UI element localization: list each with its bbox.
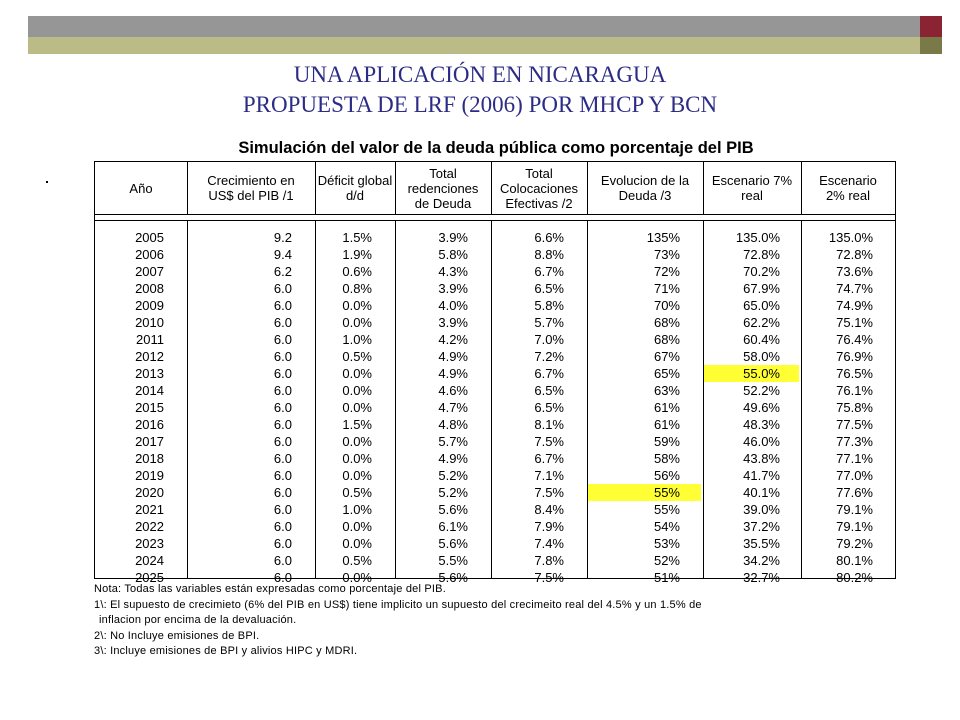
slide-title-line-2: PROPUESTA DE LRF (2006) POR MHCP Y BCN <box>242 92 718 117</box>
value-cell: 0.0% <box>342 315 372 330</box>
year-cell: 2012 <box>135 349 164 364</box>
value-cell: 5.6% <box>438 502 468 517</box>
value-cell: 6.0 <box>273 383 292 398</box>
value-cell: 7.8% <box>534 553 564 568</box>
value-cell: 75.8% <box>836 400 873 415</box>
value-cell: 0.0% <box>342 451 372 466</box>
value-cell: 67.9% <box>743 281 780 296</box>
value-cell: 6.0 <box>273 366 292 381</box>
column-header-line: Efectivas /2 <box>505 195 573 211</box>
year-cell: 2021 <box>135 502 164 517</box>
value-cell: 76.5% <box>836 366 873 381</box>
value-cell: 68% <box>653 332 680 347</box>
value-cell: 43.8% <box>743 451 780 466</box>
value-cell: 59% <box>653 434 680 449</box>
value-cell: 77.1% <box>836 451 873 466</box>
value-cell: 34.2% <box>743 553 780 568</box>
value-cell: 72% <box>653 264 680 279</box>
column-header <box>395 162 491 214</box>
top-bar-green-square <box>920 37 942 54</box>
column-header-line: de Deuda <box>414 195 472 211</box>
value-cell: 4.6% <box>438 383 468 398</box>
value-cell: 52.2% <box>743 383 780 398</box>
value-cell: 8.1% <box>534 417 564 432</box>
value-cell: 58.0% <box>743 349 780 364</box>
value-cell: 80.1% <box>836 553 873 568</box>
value-cell: 35.5% <box>743 536 780 551</box>
value-cell: 55% <box>653 485 680 500</box>
top-bar-olive <box>28 37 920 54</box>
value-cell: 58% <box>653 451 680 466</box>
value-cell: 6.6% <box>534 230 564 245</box>
table-title: Simulación del valor de la deuda pública como porcentaje del PIB <box>238 139 754 157</box>
value-cell: 76.4% <box>836 332 873 347</box>
stray-dot <box>46 181 48 183</box>
column-header-line: real <box>741 188 763 203</box>
column-header-line: Escenario 7% <box>711 173 793 188</box>
year-cell: 2023 <box>135 536 164 551</box>
value-cell: 4.8% <box>438 417 468 432</box>
value-cell: 6.0 <box>273 332 292 347</box>
value-cell: 1.0% <box>342 502 372 517</box>
note-line: inflacion por encima de la devaluación. <box>99 614 297 626</box>
value-cell: 4.3% <box>438 264 468 279</box>
value-cell: 135.0% <box>735 230 780 245</box>
year-cell: 2018 <box>135 451 164 466</box>
value-cell: 9.4 <box>273 247 292 262</box>
value-cell: 1.0% <box>342 332 372 347</box>
value-cell: 5.8% <box>534 298 564 313</box>
value-cell: 6.0 <box>273 417 292 432</box>
value-cell: 79.1% <box>836 519 873 534</box>
value-cell: 6.7% <box>534 366 564 381</box>
year-cell: 2019 <box>135 468 164 483</box>
slide-title-line-1: UNA APLICACIÓN EN NICARAGUA <box>293 62 667 87</box>
value-cell: 77.6% <box>836 485 873 500</box>
top-bar-red-square <box>920 16 942 37</box>
value-cell: 0.5% <box>342 349 372 364</box>
value-cell: 5.6% <box>438 536 468 551</box>
value-cell: 63% <box>653 383 680 398</box>
value-cell: 55.0% <box>743 366 780 381</box>
column-header <box>315 162 395 214</box>
column-header-line: redenciones <box>407 180 479 196</box>
value-cell: 135% <box>646 230 680 245</box>
value-cell: 73% <box>653 247 680 262</box>
value-cell: 4.7% <box>438 400 468 415</box>
column-header-line: Crecimiento en <box>207 173 295 188</box>
value-cell: 80.2% <box>836 570 873 585</box>
note-line: 3\: Incluye emisiones de BPI y alivios HIPC y MDRI. <box>94 645 358 657</box>
year-cell: 2011 <box>136 332 164 347</box>
value-cell: 54% <box>653 519 680 534</box>
value-cell: 74.9% <box>836 298 873 313</box>
value-cell: 0.0% <box>342 400 372 415</box>
value-cell: 6.0 <box>273 536 292 551</box>
value-cell: 5.2% <box>438 468 468 483</box>
column-header <box>587 162 703 214</box>
decorative-top-bar <box>28 16 942 54</box>
column-header-line: d/d <box>345 188 365 203</box>
column-header <box>95 162 187 214</box>
header-divider-1 <box>95 214 895 215</box>
column-header <box>187 162 315 214</box>
year-cell: 2025 <box>135 570 164 585</box>
value-cell: 6.0 <box>273 298 292 313</box>
value-cell: 5.5% <box>438 553 468 568</box>
column-header-line: Total <box>429 165 457 181</box>
year-cell: 2015 <box>135 400 164 415</box>
header-divider-2 <box>95 220 895 221</box>
year-cell: 2022 <box>135 519 164 534</box>
year-cell: 2016 <box>135 417 164 432</box>
value-cell: 7.1% <box>534 468 564 483</box>
column-header-line: Deuda /3 <box>618 188 672 203</box>
year-cell: 2009 <box>135 298 164 313</box>
value-cell: 62.2% <box>743 315 780 330</box>
value-cell: 48.3% <box>743 417 780 432</box>
value-cell: 0.6% <box>342 264 372 279</box>
value-cell: 68% <box>653 315 680 330</box>
value-cell: 70% <box>653 298 680 313</box>
value-cell: 4.9% <box>438 349 468 364</box>
value-cell: 6.0 <box>273 468 292 483</box>
value-cell: 0.5% <box>342 553 372 568</box>
year-cell: 2005 <box>135 230 164 245</box>
value-cell: 0.0% <box>342 536 372 551</box>
value-cell: 49.6% <box>743 400 780 415</box>
value-cell: 79.1% <box>836 502 873 517</box>
table-notes <box>94 582 894 660</box>
value-cell: 55% <box>653 502 680 517</box>
value-cell: 6.7% <box>534 264 564 279</box>
value-cell: 6.7% <box>534 451 564 466</box>
value-cell: 3.9% <box>438 281 468 296</box>
value-cell: 60.4% <box>743 332 780 347</box>
value-cell: 4.0% <box>438 298 468 313</box>
value-cell: 4.9% <box>438 451 468 466</box>
value-cell: 7.5% <box>534 570 564 585</box>
value-cell: 65% <box>653 366 680 381</box>
value-cell: 7.5% <box>534 434 564 449</box>
value-cell: 1.5% <box>342 230 372 245</box>
column-header-line: US$ del PIB /1 <box>208 188 294 203</box>
year-cell: 2014 <box>135 383 164 398</box>
value-cell: 6.0 <box>273 485 292 500</box>
value-cell: 5.8% <box>438 247 468 262</box>
value-cell: 67% <box>653 349 680 364</box>
value-cell: 6.0 <box>273 553 292 568</box>
value-cell: 77.5% <box>836 417 873 432</box>
column-header-line: Año <box>129 180 153 196</box>
value-cell: 7.9% <box>534 519 564 534</box>
year-cell: 2013 <box>135 366 164 381</box>
value-cell: 6.2 <box>273 264 292 279</box>
value-cell: 7.4% <box>534 536 564 551</box>
value-cell: 1.5% <box>342 417 372 432</box>
value-cell: 32.7% <box>743 570 780 585</box>
value-cell: 3.9% <box>438 315 468 330</box>
value-cell: 6.1% <box>438 519 468 534</box>
value-cell: 5.2% <box>438 485 468 500</box>
value-cell: 5.6% <box>438 570 468 585</box>
value-cell: 135.0% <box>828 230 873 245</box>
column-header-line: Escenario <box>819 173 877 188</box>
value-cell: 52% <box>653 553 680 568</box>
value-cell: 6.0 <box>273 434 292 449</box>
value-cell: 3.9% <box>438 230 468 245</box>
value-cell: 70.2% <box>743 264 780 279</box>
value-cell: 77.3% <box>836 434 873 449</box>
value-cell: 53% <box>653 536 680 551</box>
note-line: Nota: Todas las variables están expresadas como porcentaje del PIB. <box>94 583 446 595</box>
value-cell: 56% <box>653 468 680 483</box>
column-header-line: Evolucion de la <box>600 173 690 188</box>
value-cell: 6.5% <box>534 383 564 398</box>
value-cell: 0.0% <box>342 519 372 534</box>
column-header <box>491 162 587 214</box>
note-line: 1\: El supuesto de crecimieto (6% del PIB en US$) tiene implicito un supuesto del crecimeito real del 4.5% y un 1.5% de <box>94 598 702 611</box>
top-bar-grey <box>28 16 920 37</box>
year-cell: 2020 <box>135 485 164 500</box>
value-cell: 9.2 <box>273 230 292 245</box>
value-cell: 6.0 <box>273 502 292 517</box>
value-cell: 0.0% <box>342 298 372 313</box>
value-cell: 4.2% <box>438 332 468 347</box>
value-cell: 0.8% <box>342 281 372 296</box>
value-cell: 5.7% <box>438 434 468 449</box>
value-cell: 37.2% <box>743 519 780 534</box>
value-cell: 7.2% <box>534 349 564 364</box>
value-cell: 0.0% <box>342 570 372 585</box>
value-cell: 71% <box>653 281 680 296</box>
value-cell: 6.0 <box>273 519 292 534</box>
value-cell: 1.9% <box>342 247 372 262</box>
value-cell: 76.1% <box>836 383 873 398</box>
value-cell: 0.5% <box>342 485 372 500</box>
value-cell: 40.1% <box>743 485 780 500</box>
column-header-line: Colocaciones <box>499 180 579 196</box>
value-cell: 6.0 <box>273 349 292 364</box>
value-cell: 79.2% <box>836 536 873 551</box>
column-header-line: Total <box>525 165 553 181</box>
value-cell: 8.8% <box>534 247 564 262</box>
value-cell: 6.0 <box>273 281 292 296</box>
value-cell: 39.0% <box>743 502 780 517</box>
value-cell: 5.7% <box>534 315 564 330</box>
note-line: 2\: No Incluye emisiones de BPI. <box>94 629 260 642</box>
value-cell: 6.0 <box>273 451 292 466</box>
value-cell: 6.0 <box>273 400 292 415</box>
value-cell: 8.4% <box>534 502 564 517</box>
value-cell: 6.5% <box>534 281 564 296</box>
value-cell: 6.5% <box>534 400 564 415</box>
value-cell: 77.0% <box>836 468 873 483</box>
year-cell: 2006 <box>135 247 164 262</box>
value-cell: 72.8% <box>743 247 780 262</box>
value-cell: 6.0 <box>273 315 292 330</box>
year-cell: 2017 <box>135 434 164 449</box>
column-header <box>801 162 895 214</box>
value-cell: 0.0% <box>342 468 372 483</box>
year-cell: 2024 <box>135 553 164 568</box>
value-cell: 61% <box>653 417 680 432</box>
debt-simulation-table <box>94 161 896 585</box>
value-cell: 4.9% <box>438 366 468 381</box>
value-cell: 51% <box>653 570 680 585</box>
column-header-line: Déficit global <box>317 173 393 188</box>
value-cell: 72.8% <box>836 247 873 262</box>
value-cell: 46.0% <box>743 434 780 449</box>
value-cell: 6.0 <box>273 570 292 585</box>
value-cell: 73.6% <box>836 264 873 279</box>
value-cell: 7.5% <box>534 485 564 500</box>
value-cell: 76.9% <box>836 349 873 364</box>
value-cell: 65.0% <box>743 298 780 313</box>
year-cell: 2008 <box>135 281 164 296</box>
year-cell: 2007 <box>135 264 164 279</box>
value-cell: 41.7% <box>743 468 780 483</box>
value-cell: 7.0% <box>534 332 564 347</box>
value-cell: 0.0% <box>342 434 372 449</box>
value-cell: 61% <box>653 400 680 415</box>
column-header-line: 2% real <box>825 188 871 203</box>
value-cell: 75.1% <box>836 315 873 330</box>
value-cell: 0.0% <box>342 366 372 381</box>
value-cell: 0.0% <box>342 383 372 398</box>
year-cell: 2010 <box>135 315 164 330</box>
value-cell: 74.7% <box>836 281 873 296</box>
column-header <box>703 162 801 214</box>
